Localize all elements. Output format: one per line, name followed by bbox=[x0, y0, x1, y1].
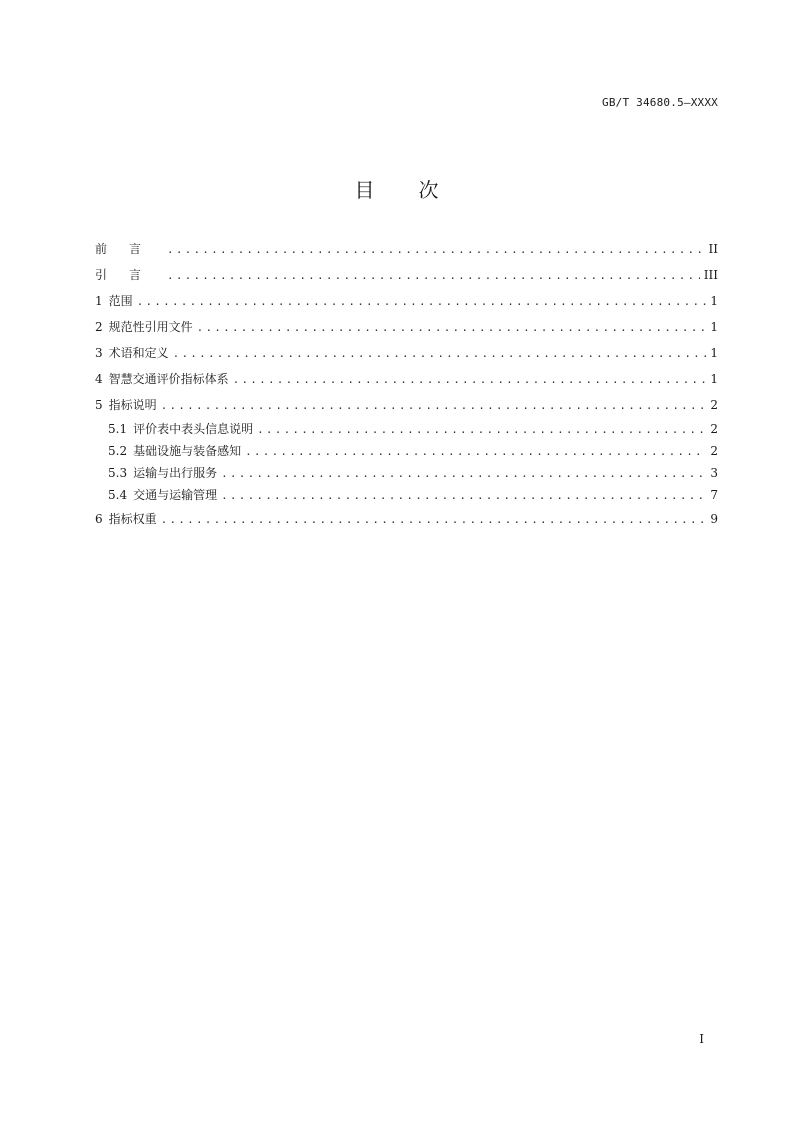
toc-entry-page: 1 bbox=[710, 372, 718, 386]
toc-entry-label: 引言 bbox=[95, 268, 164, 282]
toc-entry-label: 5 指标说明 bbox=[95, 398, 157, 412]
toc-entry-introduction[interactable] bbox=[95, 262, 718, 288]
toc-entry-2[interactable] bbox=[95, 314, 718, 340]
toc-entry-label: 1 范围 bbox=[95, 294, 133, 308]
toc-entry-label: 5.3 运输与出行服务 bbox=[108, 466, 218, 480]
toc-entry-5-1[interactable] bbox=[95, 418, 718, 440]
toc-entry-page: 3 bbox=[710, 466, 718, 480]
toc-heading-char-2: 次 bbox=[418, 178, 439, 202]
toc-heading-char-1: 目 bbox=[354, 178, 375, 202]
page-number: I bbox=[699, 1032, 704, 1046]
toc-leader-dots bbox=[221, 463, 706, 485]
standard-code: GB/T 34680.5—XXXX bbox=[602, 96, 718, 109]
toc-entry-label: 6 指标权重 bbox=[95, 512, 157, 526]
toc-entry-page: 7 bbox=[710, 488, 718, 502]
toc-entry-4[interactable] bbox=[95, 366, 718, 392]
toc-entry-page: 1 bbox=[710, 346, 718, 360]
toc-entry-5-4[interactable] bbox=[95, 484, 718, 506]
toc-leader-dots bbox=[197, 315, 707, 341]
toc-entry-page: 1 bbox=[710, 294, 718, 308]
toc-entry-label: 4 智慧交通评价指标体系 bbox=[95, 372, 229, 386]
toc-entry-page: 2 bbox=[710, 398, 718, 412]
toc-leader-dots bbox=[161, 393, 707, 419]
table-of-contents bbox=[95, 236, 718, 532]
toc-heading bbox=[0, 174, 793, 203]
toc-leader-dots bbox=[167, 263, 700, 289]
toc-leader-dots bbox=[233, 367, 707, 393]
toc-entry-5[interactable] bbox=[95, 392, 718, 418]
toc-entry-page: 1 bbox=[710, 320, 718, 334]
toc-entry-label: 2 规范性引用文件 bbox=[95, 320, 193, 334]
toc-entry-page: 2 bbox=[710, 422, 718, 436]
toc-entry-label: 5.4 交通与运输管理 bbox=[108, 488, 218, 502]
toc-entry-5-3[interactable] bbox=[95, 462, 718, 484]
toc-entry-label: 前言 bbox=[95, 242, 164, 256]
toc-entry-page: 9 bbox=[710, 512, 718, 526]
toc-entry-page: 2 bbox=[710, 444, 718, 458]
toc-entry-label: 3 术语和定义 bbox=[95, 346, 169, 360]
toc-entry-foreword[interactable] bbox=[95, 236, 718, 262]
toc-entry-1[interactable] bbox=[95, 288, 718, 314]
toc-leader-dots bbox=[173, 341, 707, 367]
toc-leader-dots bbox=[167, 237, 705, 263]
toc-leader-dots bbox=[161, 507, 707, 533]
toc-entry-5-2[interactable] bbox=[95, 440, 718, 462]
toc-leader-dots bbox=[257, 419, 706, 441]
toc-entry-3[interactable] bbox=[95, 340, 718, 366]
toc-leader-dots bbox=[137, 289, 707, 315]
toc-leader-dots bbox=[245, 441, 706, 463]
toc-entry-page: II bbox=[708, 242, 718, 256]
toc-leader-dots bbox=[221, 485, 706, 507]
toc-entry-6[interactable] bbox=[95, 506, 718, 532]
toc-entry-page: III bbox=[703, 268, 718, 282]
toc-entry-label: 5.1 评价表中表头信息说明 bbox=[108, 422, 254, 436]
toc-entry-label: 5.2 基础设施与装备感知 bbox=[108, 444, 242, 458]
